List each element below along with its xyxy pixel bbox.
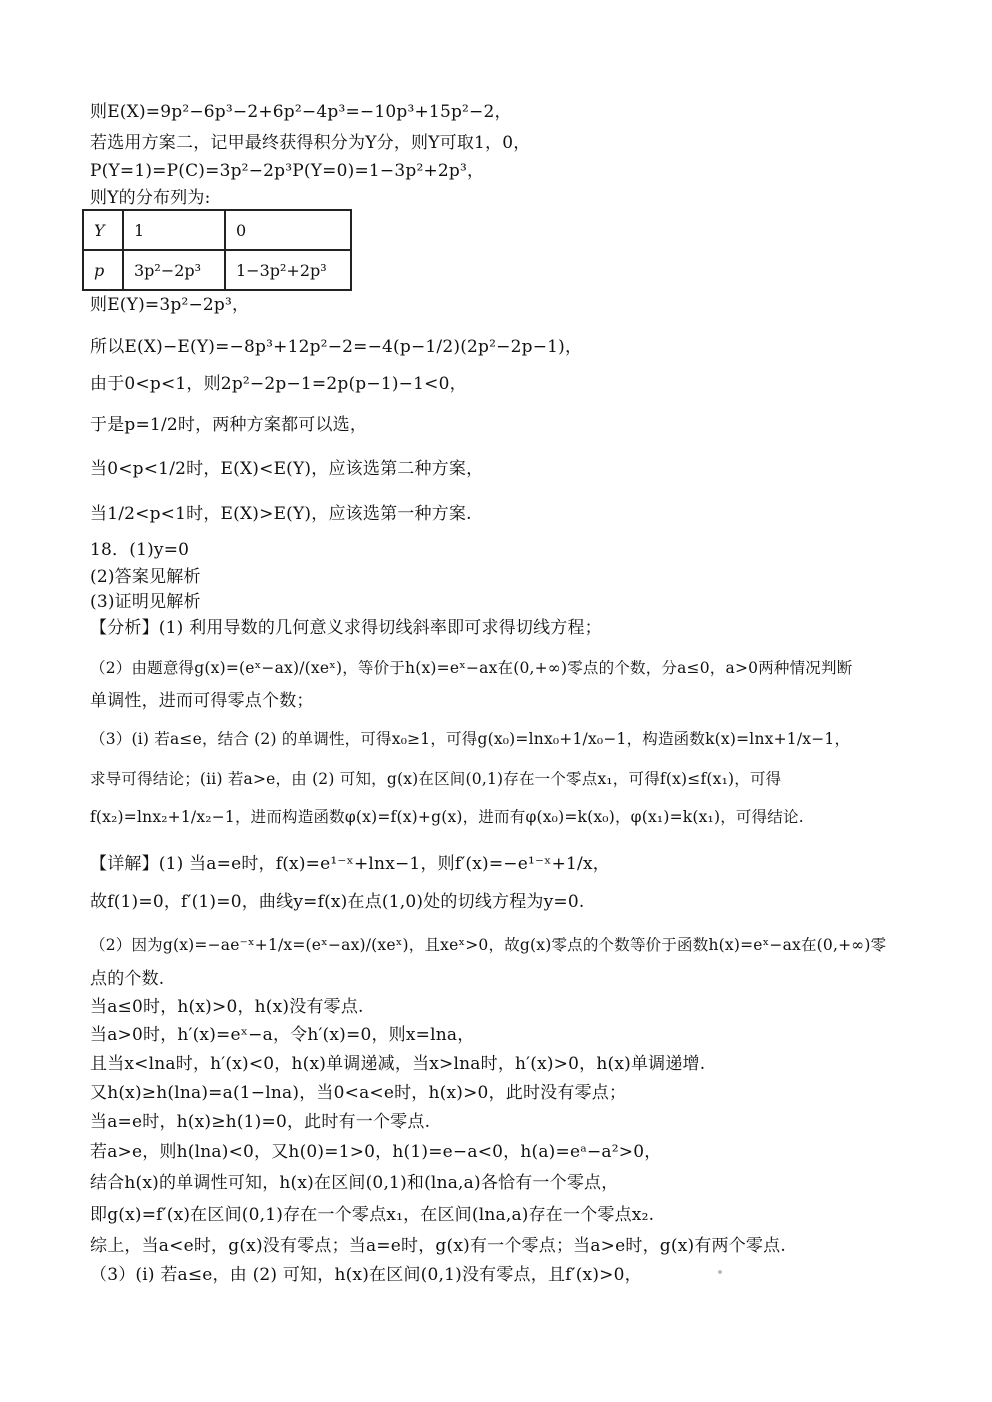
text-line: 若选用方案二，记甲最终获得积分为Y分，则Y可取1，0， — [90, 133, 531, 153]
table-row — [83, 250, 351, 290]
text-line: 综上，当a<e时，g(x)没有零点；当a=e时，g(x)有一个零点；当a>e时，g(x)有两个零点. — [90, 1236, 786, 1256]
text-line: 即g(x)=f′(x)在区间(0,1)存在一个零点x₁，在区间(lna,a)存在一个零点x₂. — [90, 1205, 655, 1225]
text-line: （2）因为g(x)=−ae⁻ˣ+1/x=(eˣ−ax)/(xeˣ)，且xeˣ>0，故g(x)零点的个数等价于函数h(x)=eˣ−ax在(0,+∞)零 — [90, 936, 887, 954]
table-cell: 1 — [123, 210, 225, 250]
text-line: 点的个数. — [90, 969, 165, 989]
text-line: 当0<p<1/2时，E(X)<E(Y)，应该选第二种方案， — [90, 459, 484, 479]
text-line: 【分析】(1) 利用导数的几何意义求得切线斜率即可求得切线方程； — [90, 618, 602, 638]
text-line: 当a>0时，h′(x)=eˣ−a，令h′(x)=0，则x=lna， — [90, 1025, 475, 1045]
text-line: （3）(i) 若a≤e，由 (2) 可知，h(x)在区间(0,1)没有零点，且f′(x)>0， — [90, 1265, 642, 1285]
text-line: （3）(i) 若a≤e，结合 (2) 的单调性，可得x₀≥1，可得g(x₀)=lnx₀+1/x₀−1，构造函数k(x)=lnx+1/x−1， — [90, 730, 851, 748]
text-line: 故f(1)=0，f′(1)=0，曲线y=f(x)在点(1,0)处的切线方程为y=0. — [90, 892, 585, 912]
distribution-table — [82, 209, 352, 291]
text-line: 由于0<p<1，则2p²−2p−1=2p(p−1)−1<0， — [90, 374, 467, 394]
text-line: 则E(Y)=3p²−2p³， — [90, 295, 250, 315]
text-line: (3)证明见解析 — [90, 592, 201, 612]
scan-speck — [718, 1270, 722, 1274]
text-line: 单调性，进而可得零点个数； — [90, 691, 314, 711]
text-line: 当1/2<p<1时，E(X)>E(Y)，应该选第一种方案. — [90, 504, 472, 524]
text-line: （2）由题意得g(x)=(eˣ−ax)/(xeˣ)，等价于h(x)=eˣ−ax在(0,+∞)零点的个数，分a≤0，a>0两种情况判断 — [90, 659, 853, 677]
text-line: 则E(X)=9p²−6p³−2+6p²−4p³=−10p³+15p²−2， — [90, 102, 512, 122]
table-cell: Y — [83, 210, 123, 250]
text-line: 又h(x)≥h(lna)=a(1−lna)，当0<a<e时，h(x)>0，此时没有零点； — [90, 1083, 627, 1103]
table-cell: p — [83, 250, 123, 290]
text-line: 结合h(x)的单调性可知，h(x)在区间(0,1)和(lna,a)各恰有一个零点， — [90, 1173, 619, 1193]
table-row — [83, 210, 351, 250]
text-line: 求导可得结论；(ii) 若a>e，由 (2) 可知，g(x)在区间(0,1)存在一个零点x₁，可得f(x)≤f(x₁)，可得 — [90, 770, 782, 788]
text-line: 当a=e时，h(x)≥h(1)=0，此时有一个零点. — [90, 1112, 431, 1132]
text-line: 所以E(X)−E(Y)=−8p³+12p²−2=−4(p−1/2)(2p²−2p−1)， — [90, 337, 583, 357]
text-line: (2)答案见解析 — [90, 567, 201, 587]
table-cell: 0 — [225, 210, 351, 250]
text-line: 则Y的分布列为: — [90, 188, 211, 208]
text-line: 且当x<lna时，h′(x)<0，h(x)单调递减，当x>lna时，h′(x)>0，h(x)单调递增. — [90, 1054, 706, 1074]
text-line: f(x₂)=lnx₂+1/x₂−1，进而构造函数φ(x)=f(x)+g(x)，进而有φ(x₀)=k(x₀)，φ(x₁)=k(x₁)，可得结论. — [90, 808, 804, 826]
text-line: P(Y=1)=P(C)=3p²−2p³P(Y=0)=1−3p²+2p³， — [90, 161, 485, 181]
text-line: 当a≤0时，h(x)>0，h(x)没有零点. — [90, 997, 364, 1017]
text-line: 若a>e，则h(lna)<0，又h(0)=1>0，h(1)=e−a<0，h(a)=eᵃ−a²>0， — [90, 1142, 662, 1162]
table-cell: 1−3p²+2p³ — [225, 250, 351, 290]
table-cell: 3p²−2p³ — [123, 250, 225, 290]
text-line: 18．(1)y=0 — [90, 540, 190, 560]
text-line: 【详解】(1) 当a=e时，f(x)=e¹⁻ˣ+lnx−1，则f′(x)=−e¹⁻ˣ+1/x， — [90, 854, 610, 874]
text-line: 于是p=1/2时，两种方案都可以选， — [90, 415, 368, 435]
